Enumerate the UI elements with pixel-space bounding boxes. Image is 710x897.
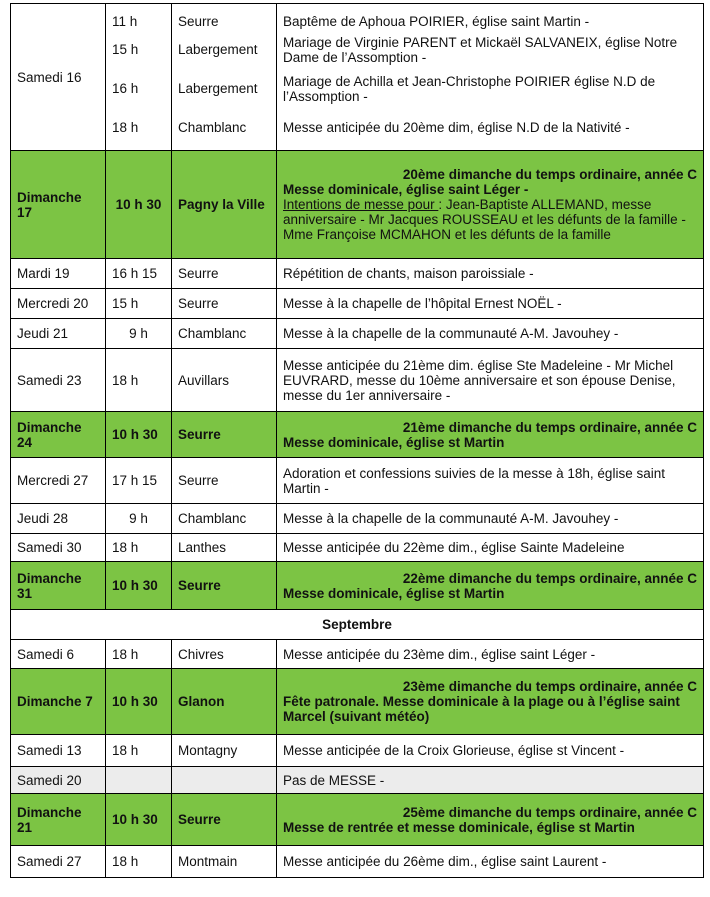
date-cell: Jeudi 28 xyxy=(11,504,106,534)
time-cell: 18 h xyxy=(106,640,172,669)
description-cell: Messe anticipée du 21ème dim. église Ste Madeleine - Mr Michel EUVRARD, messe du 10ème anniversaire et son épouse Denise, messe du 1er anniversaire - xyxy=(277,349,704,412)
description-cell xyxy=(277,412,704,458)
time-cell: 18 h xyxy=(106,846,172,878)
date-cell: Mercredi 20 xyxy=(11,289,106,319)
schedule-row xyxy=(11,846,704,878)
event-time: 16 h xyxy=(112,81,139,96)
schedule-row xyxy=(11,289,704,319)
time-cell: 18 h xyxy=(106,534,172,562)
time-cell: 17 h 15 xyxy=(106,458,172,504)
mass-line: Messe de rentrée et messe dominicale, église st Martin xyxy=(283,819,635,835)
date-cell: Mercredi 27 xyxy=(11,458,106,504)
sunday-row xyxy=(11,151,704,259)
sunday-row xyxy=(11,669,704,735)
sunday-row xyxy=(11,562,704,610)
time-cell xyxy=(106,767,172,794)
date-cell: Samedi 20 xyxy=(11,767,106,794)
date-cell: Jeudi 21 xyxy=(11,319,106,349)
schedule-row xyxy=(11,349,704,412)
date-cell: Samedi 6 xyxy=(11,640,106,669)
sunday-title: 20ème dimanche du temps ordinaire, année C xyxy=(402,167,697,182)
place-cell: Seurre xyxy=(172,458,277,504)
date-cell: Mardi 19 xyxy=(11,259,106,289)
schedule-row xyxy=(11,259,704,289)
time-cell: 18 h xyxy=(106,735,172,767)
time-cell: 10 h 30 xyxy=(106,151,172,259)
place-cell: Seurre xyxy=(172,412,277,458)
schedule-row xyxy=(11,767,704,794)
event-description: Messe anticipée du 20ème dim, église N.D de la Nativité - xyxy=(283,120,630,135)
time-cell: 18 h xyxy=(106,349,172,412)
date-cell: Samedi 23 xyxy=(11,349,106,412)
mass-line: Messe dominicale, église st Martin xyxy=(283,585,505,601)
description-cell xyxy=(277,4,704,151)
date-cell: Dimanche 24 xyxy=(11,412,106,458)
time-cell: 16 h 15 xyxy=(106,259,172,289)
place-cell: Chivres xyxy=(172,640,277,669)
place-cell: Seurre xyxy=(172,289,277,319)
time-cell: 9 h xyxy=(106,319,172,349)
time-cell: 9 h xyxy=(106,504,172,534)
place-cell xyxy=(172,4,277,151)
month-header: Septembre xyxy=(11,610,704,640)
place-cell: Pagny la Ville xyxy=(172,151,277,259)
description-cell: Messe anticipée du 22ème dim., église Sainte Madeleine xyxy=(277,534,704,562)
place-cell: Auvillars xyxy=(172,349,277,412)
sunday-title: 22ème dimanche du temps ordinaire, année C xyxy=(402,570,697,586)
time-cell: 10 h 30 xyxy=(106,562,172,610)
intentions-text xyxy=(283,197,686,242)
description-cell: Pas de MESSE - xyxy=(277,767,704,794)
date-cell: Dimanche 17 xyxy=(11,151,106,259)
date-cell: Samedi 30 xyxy=(11,534,106,562)
description-cell: Messe à la chapelle de l’hôpital Ernest NOËL - xyxy=(277,289,704,319)
event-time: 15 h xyxy=(112,42,139,57)
description-cell xyxy=(277,562,704,610)
description-cell xyxy=(277,794,704,846)
sunday-title: 23ème dimanche du temps ordinaire, année C xyxy=(402,679,697,694)
date-cell: Dimanche 31 xyxy=(11,562,106,610)
mass-line: Messe dominicale, église st Martin xyxy=(283,434,505,450)
description-cell: Adoration et confessions suivies de la messe à 18h, église saint Martin - xyxy=(277,458,704,504)
schedule-row xyxy=(11,319,704,349)
time-cell: 10 h 30 xyxy=(106,794,172,846)
event-time: 11 h xyxy=(112,13,138,29)
schedule-row xyxy=(11,534,704,562)
time-cell: 10 h 30 xyxy=(106,669,172,735)
place-cell: Glanon xyxy=(172,669,277,735)
sunday-row xyxy=(11,412,704,458)
date-cell: Samedi 13 xyxy=(11,735,106,767)
sunday-title: 21ème dimanche du temps ordinaire, année C xyxy=(402,419,697,435)
sunday-row xyxy=(11,794,704,846)
time-cell: 15 h xyxy=(106,289,172,319)
schedule-row xyxy=(11,504,704,534)
place-cell xyxy=(172,767,277,794)
event-place: Chamblanc xyxy=(178,120,247,135)
schedule-row xyxy=(11,640,704,669)
description-cell: Répétition de chants, maison paroissiale - xyxy=(277,259,704,289)
event-place: Labergement xyxy=(178,81,258,96)
date-cell: Dimanche 21 xyxy=(11,794,106,846)
event-time: 18 h xyxy=(112,120,139,135)
schedule-table xyxy=(10,3,704,878)
event-description: Baptême de Aphoua POIRIER, église saint Martin - xyxy=(283,13,590,29)
place-cell: Montagny xyxy=(172,735,277,767)
description-cell: Messe à la chapelle de la communauté A-M. Javouhey - xyxy=(277,504,704,534)
event-description: Mariage de Achilla et Jean-Christophe POIRIER église N.D de l’Assomption - xyxy=(283,73,656,104)
schedule-row xyxy=(11,458,704,504)
mass-line: Fête patronale. Messe dominicale à la plage ou à l’église saint Marcel (suivant météo) xyxy=(283,694,680,724)
place-cell: Seurre xyxy=(172,794,277,846)
description-cell xyxy=(277,669,704,735)
place-cell: Chamblanc xyxy=(172,319,277,349)
description-cell: Messe anticipée du 26ème dim., église saint Laurent - xyxy=(277,846,704,878)
place-cell: Chamblanc xyxy=(172,504,277,534)
place-cell: Seurre xyxy=(172,259,277,289)
intentions-label: Intentions de messe pour xyxy=(283,197,439,212)
date-cell: Dimanche 7 xyxy=(11,669,106,735)
date-cell: Samedi 16 xyxy=(11,4,106,151)
schedule-row xyxy=(11,4,704,151)
time-cell xyxy=(106,4,172,151)
place-cell: Lanthes xyxy=(172,534,277,562)
schedule-row xyxy=(11,735,704,767)
description-cell xyxy=(277,151,704,259)
month-header-row xyxy=(11,610,704,640)
place-cell: Montmain xyxy=(172,846,277,878)
event-place: Seurre xyxy=(178,13,219,29)
date-cell: Samedi 27 xyxy=(11,846,106,878)
description-cell: Messe anticipée de la Croix Glorieuse, église st Vincent - xyxy=(277,735,704,767)
intentions-list: : Jean-Baptiste ALLEMAND, messe anniversaire - Mr Jacques ROUSSEAU et les défunts de la famille - Mme Françoise MCMAHON et les défunts de la famille xyxy=(283,197,686,242)
event-place: Labergement xyxy=(178,42,258,57)
time-cell: 10 h 30 xyxy=(106,412,172,458)
mass-line: Messe dominicale, église saint Léger - xyxy=(283,182,529,197)
sunday-title: 25ème dimanche du temps ordinaire, année C xyxy=(402,804,697,820)
event-description: Mariage de Virginie PARENT et Mickaël SALVANEIX, église Notre Dame de l’Assomption - xyxy=(283,34,678,65)
description-cell: Messe anticipée du 23ème dim., église saint Léger - xyxy=(277,640,704,669)
description-cell: Messe à la chapelle de la communauté A-M. Javouhey - xyxy=(277,319,704,349)
place-cell: Seurre xyxy=(172,562,277,610)
